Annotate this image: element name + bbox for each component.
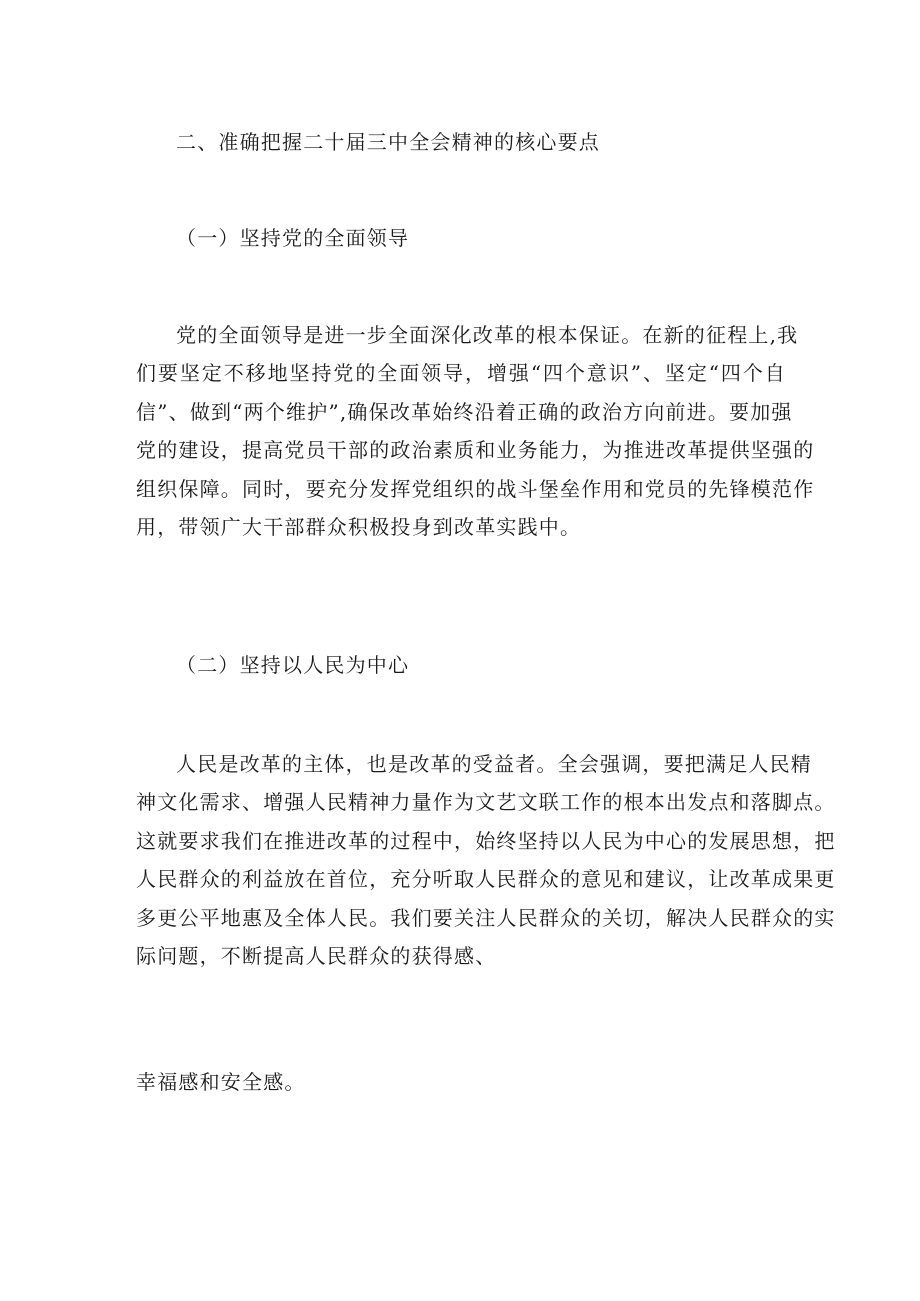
paragraph-line: 党的全面领导是进一步全面深化改革的根本保证。在新的征程上,我 xyxy=(176,323,799,347)
paragraph-line: 人民是改革的主体，也是改革的受益者。全会强调，要把满足人民精 xyxy=(176,752,812,776)
paragraph-1 xyxy=(136,316,815,546)
paragraph-line: 神文化需求、增强人民精神力量作为文艺文联工作的根本出发点和落脚点。 xyxy=(136,790,836,815)
paragraph-2-continuation: 幸福感和安全感。 xyxy=(136,1070,306,1094)
section-title: 二、准确把握二十届三中全会精神的核心要点 xyxy=(176,130,600,154)
paragraph-line: 多更公平地惠及全体人民。我们要关注人民群众的关切，解决人民群众的实 xyxy=(136,905,836,930)
paragraph-line: 组织保障。同时，要充分发挥党组织的战斗堡垒作用和党员的先锋模范作 xyxy=(136,476,815,501)
paragraph-line: 用，带领广大干部群众积极投身到改革实践中。 xyxy=(136,515,582,540)
paragraph-line: 们要坚定不移地坚持党的全面领导，增强“四个意识”、坚定“四个自 xyxy=(136,361,786,386)
paragraph-line: 人民群众的利益放在首位，充分听取人民群众的意见和建议，让改革成果更 xyxy=(136,867,836,892)
paragraph-2 xyxy=(136,745,836,975)
subsection-title-2: （二）坚持以人民为中心 xyxy=(176,653,410,677)
paragraph-line: 这就要求我们在推进改革的过程中，始终坚持以人民为中心的发展思想，把 xyxy=(136,828,836,853)
paragraph-line: 际问题，不断提高人民群众的获得感、 xyxy=(136,944,497,969)
paragraph-line: 信”、做到“两个维护”,确保改革始终沿着正确的政治方向前进。要加强 xyxy=(136,399,793,424)
paragraph-line: 党的建设，提高党员干部的政治素质和业务能力，为推进改革提供坚强的 xyxy=(136,438,815,463)
subsection-title-1: （一）坚持党的全面领导 xyxy=(176,226,410,250)
